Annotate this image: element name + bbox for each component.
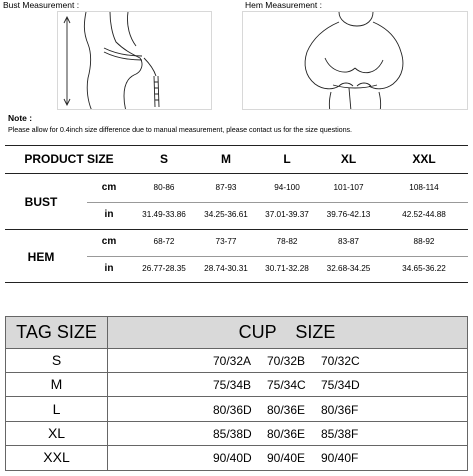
header-size-m: M	[221, 152, 231, 166]
unit-label: in	[104, 263, 114, 274]
cup-size-cell: 85/38F	[321, 427, 359, 441]
cup-size-cell: 70/32C	[321, 354, 360, 368]
header-product-size: PRODUCT SIZE	[24, 152, 114, 166]
bust-measurement-label: Bust Measurement :	[3, 0, 80, 10]
cup-size-cell: 80/36E	[267, 427, 306, 441]
cup-size-cell: 75/34D	[321, 378, 360, 392]
table-cell: 80-86	[153, 183, 175, 192]
hem-measurement-panel	[242, 0, 470, 110]
tag-size-cell: S	[51, 352, 62, 368]
header-tag-size: TAG SIZE	[16, 322, 97, 342]
cup-size-cell: 85/38D	[213, 427, 252, 441]
cup-size-cell: 80/36E	[267, 403, 306, 417]
group-label-bust: BUST	[24, 195, 58, 209]
table-cell: 87-93	[215, 183, 237, 192]
cup-size-cell: 90/40E	[267, 451, 306, 465]
hem-figure-drawing	[243, 12, 468, 110]
table-cell: 37.01-39.37	[265, 210, 309, 219]
header-size-l: L	[283, 152, 291, 166]
unit-label: cm	[101, 236, 117, 247]
table-cell: 73-77	[215, 237, 237, 246]
table-cell: 101-107	[333, 183, 364, 192]
table-cell: 42.52-44.88	[402, 210, 446, 219]
table-cell: 94-100	[274, 183, 300, 192]
table-cell: 26.77-28.35	[142, 264, 186, 273]
cup-size-cell: 70/32A	[213, 354, 252, 368]
unit-label: in	[104, 209, 114, 220]
bust-measurement-illustration	[57, 11, 212, 110]
cup-size-cell: 90/40D	[213, 451, 252, 465]
cup-size-cell: 80/36D	[213, 403, 252, 417]
cup-size-table	[5, 316, 468, 471]
table-cell: 32.68-34.25	[326, 264, 371, 273]
table-cell: 83-87	[338, 237, 359, 246]
unit-label: cm	[101, 182, 117, 193]
header-cup-size: CUP SIZE	[238, 322, 336, 342]
table-cell: 28.74-30.31	[204, 264, 248, 273]
table-cell: 34.65-36.22	[402, 264, 446, 273]
table-cell: 108-114	[409, 183, 439, 192]
tag-size-cell: L	[52, 401, 61, 417]
hem-measurement-label: Hem Measurement :	[245, 0, 322, 10]
hem-measurement-illustration	[242, 11, 468, 110]
cup-size-cell: 75/34C	[267, 378, 306, 392]
tag-size-cell: XXL	[43, 449, 70, 465]
table-cell: 39.76-42.13	[326, 210, 371, 219]
note-title: Note :	[8, 113, 33, 123]
table-cell: 78-82	[276, 237, 298, 246]
table-cell: 31.49-33.86	[142, 210, 186, 219]
cup-size-cell: 75/34B	[213, 378, 252, 392]
cup-size-cell: 70/32B	[267, 354, 306, 368]
header-size-s: S	[159, 152, 168, 166]
table-cell: 34.25-36.61	[204, 210, 248, 219]
header-size-xxl: XXL	[412, 152, 436, 166]
bust-figure-drawing	[58, 12, 212, 110]
group-label-hem: HEM	[27, 250, 55, 264]
tag-size-cell: M	[50, 376, 63, 392]
bust-measurement-panel	[0, 0, 215, 110]
tag-size-cell: XL	[47, 425, 66, 441]
header-size-xl: XL	[340, 152, 357, 166]
cup-size-cell: 80/36F	[321, 403, 359, 417]
table-cell: 68-72	[153, 237, 175, 246]
table-cell: 30.71-32.28	[265, 264, 309, 273]
cup-size-cell: 90/40F	[321, 451, 359, 465]
note-text: Please allow for 0.4inch size difference due to manual measurement, please contact us for the size questions.	[8, 125, 353, 134]
table-cell: 88-92	[413, 237, 435, 246]
